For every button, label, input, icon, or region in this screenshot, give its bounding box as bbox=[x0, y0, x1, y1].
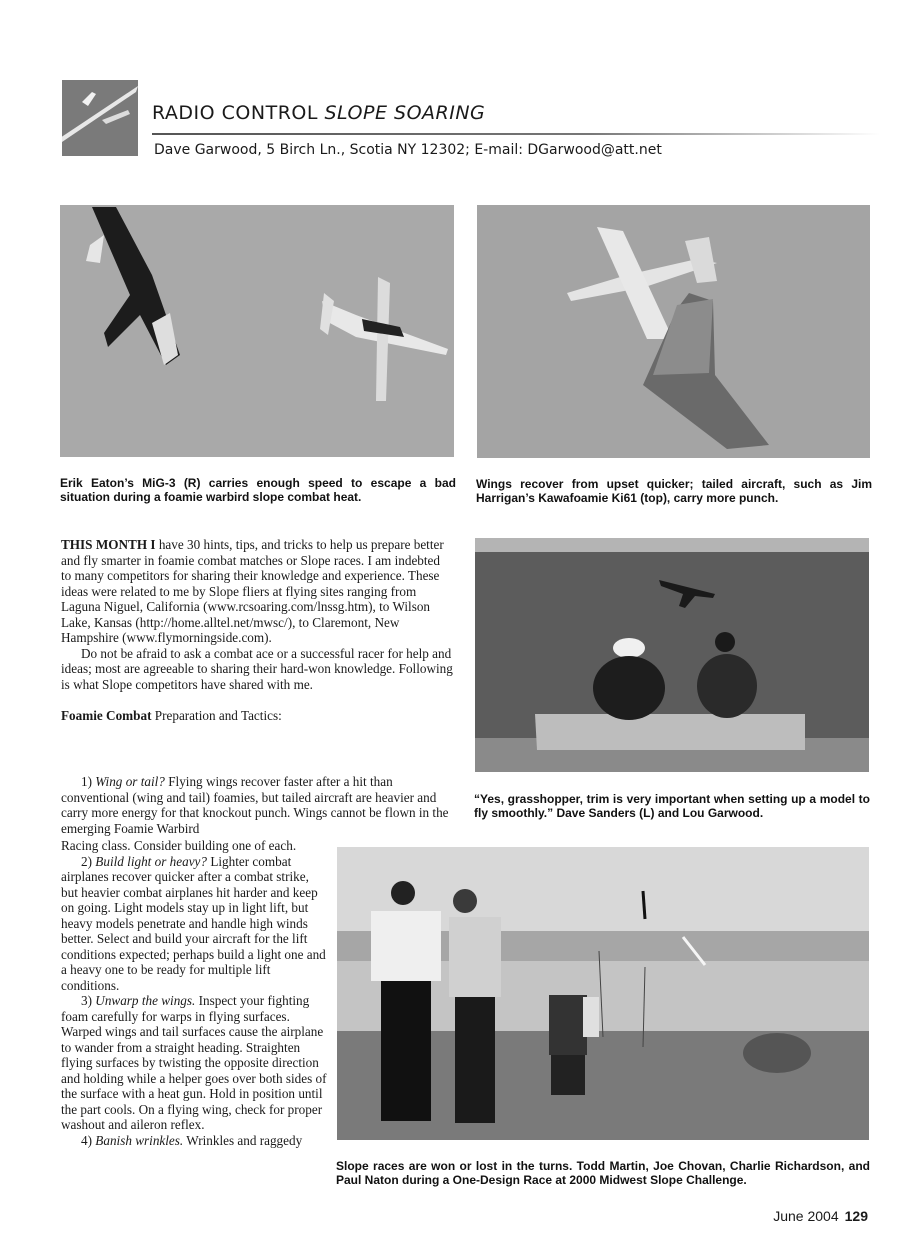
tip-4: 4) Banish wrinkles. Wrinkles and raggedy bbox=[81, 1132, 303, 1148]
page-number: 129 bbox=[844, 1208, 868, 1224]
page-footer bbox=[773, 1208, 868, 1224]
lead-in: THIS MONTH I bbox=[61, 537, 156, 552]
header-rule bbox=[152, 133, 880, 135]
column-logo bbox=[62, 80, 138, 156]
issue-date: June 2004 bbox=[773, 1208, 839, 1224]
photo-slope-race bbox=[337, 847, 869, 1140]
caption-photo-3: “Yes, grasshopper, trim is very important when setting up a model to fly smoothly.” Dave Sanders (L) and Lou Garwood. bbox=[474, 792, 870, 820]
tip-2: 2) Build light or heavy? Lighter combat airplanes recover quicker after a combat strike, but heavier combat airplanes hit harder and keep on going. Light models stay up in light lift, but heavy models penetrate and handle high winds better. Select and build your aircraft for the lift conditions expected; perhaps build a light one and a heavy one to be ready for multiple lift conditions. bbox=[61, 853, 326, 993]
article-column-narrow: Racing class. Consider building one of each. 2) Build light or heavy? Lighter combat airplanes recover quicker after a combat strike, but heavier combat airplanes hit harder and keep on going. Light models stay up in light lift, but heavy models penetrate and handle high winds better. Select and build your aircraft for the lift conditions expected; perhaps build a light one and a heavy one to be ready for multiple lift conditions. 3) Unwarp the wings. Inspect your fighting foam carefully for warps in flying surfaces. Warped wings and tail surfaces cause the airplane to wander from a straight heading. Straighten flying surfaces by twisting the opposite direction and holding while a helper goes over both sides of the surface with a heat gun. Hold in position until the part cools. On a flying wing, check for proper washout and aileron reflex. 4) Banish wrinkles. Wrinkles and raggedy bbox=[61, 838, 327, 1148]
section-heading: Foamie Combat Preparation and Tactics: bbox=[61, 707, 282, 723]
paragraph-2: Do not be afraid to ask a combat ace or a successful racer for help and ideas; most are agreeable to sharing their hard-won knowledge. Following is what Slope competitors have shared with me. bbox=[61, 645, 453, 692]
column-title: RADIO CONTROL SLOPE SOARING bbox=[152, 102, 486, 124]
article-intro: THIS MONTH I have 30 hints, tips, and tricks to help us prepare better and fly smarter in foamie combat matches or Slope races. I am indebted to many competitors for sharing their knowledge and experience. These ideas were related to me by Slope fliers at flying sites ranging from Laguna Niguel, California (www.rcsoaring.com/lnssg.htm), to Wilson Lake, Kansas (http://home.alltel.net/mwsc/), to Claremont, New Hampshire (www.flymorningside.com). Do not be afraid to ask a combat ace or a successful racer for help and ideas; most are agreeable to sharing their hard-won knowledge. Following is what Slope competitors have shared with me. Foamie Combat Preparation and Tactics: bbox=[61, 537, 453, 723]
glider-icon bbox=[62, 80, 138, 156]
tip-1-full: 1) Wing or tail? Flying wings recover faster after a hit than conventional (wing and tail) foamies, but tailed aircraft are heavier and carry more energy for that knockout punch. Wings cannot be flown in the emerging Foamie Warbird bbox=[61, 774, 449, 836]
caption-photo-4: Slope races are won or lost in the turns. Todd Martin, Joe Chovan, Charlie Richardson, and Paul Naton during a One-Design Race at 2000 Midwest Slope Challenge. bbox=[336, 1159, 870, 1187]
caption-photo-1: Erik Eaton’s MiG-3 (R) carries enough speed to escape a bad situation during a foamie warbird slope combat heat. bbox=[60, 476, 456, 504]
caption-photo-2: Wings recover from upset quicker; tailed aircraft, such as Jim Harrigan’s Kawafoamie Ki61 (top), carry more punch. bbox=[476, 477, 872, 505]
photo-mig3-combat bbox=[60, 205, 454, 457]
photo-lake-pilots bbox=[475, 538, 869, 772]
author-address: Dave Garwood, 5 Birch Ln., Scotia NY 12302; E-mail: DGarwood@att.net bbox=[154, 142, 662, 158]
tip-3: 3) Unwarp the wings. Inspect your fighting foam carefully for warps in flying surfaces. Warped wings and tail surfaces cause the airplane to wander from a straight heading. Straighten flying surfaces by twisting the opposite direction and holding while a helper goes over both sides of the surface with a heat gun. Hold in position until the part cools. On a flying wing, check for proper washout and aileron reflex. bbox=[61, 993, 327, 1132]
photo-ki61-wing bbox=[477, 205, 870, 458]
